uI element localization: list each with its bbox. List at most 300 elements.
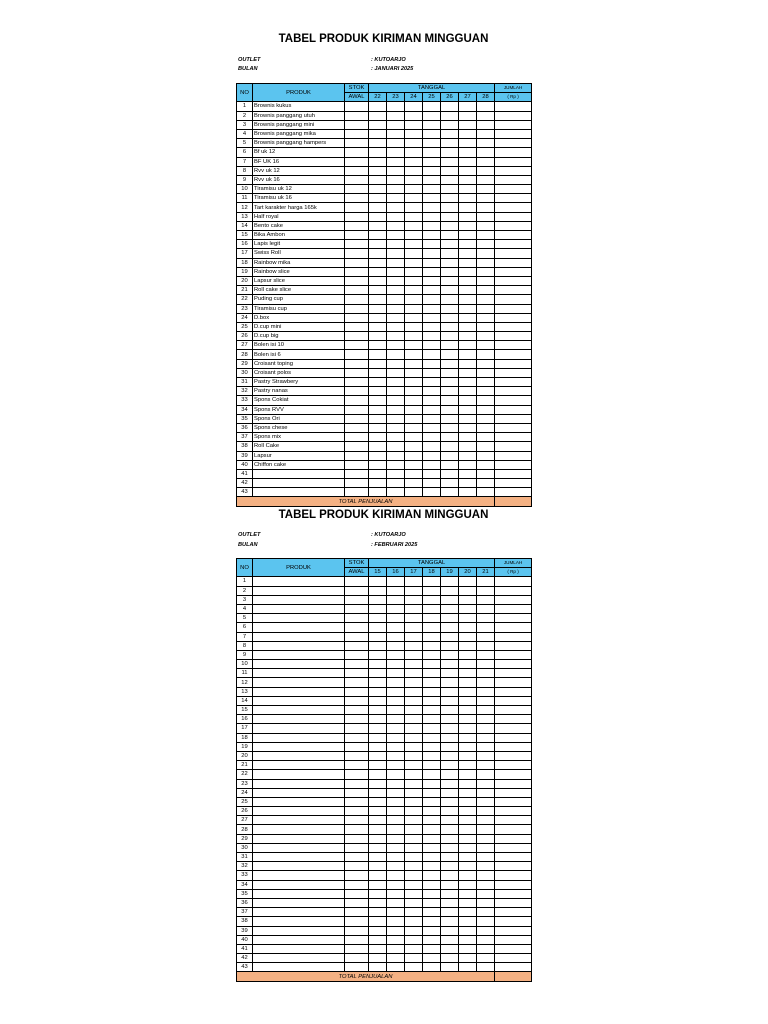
entry-cell[interactable]	[441, 604, 459, 613]
entry-cell[interactable]	[477, 669, 495, 678]
entry-cell[interactable]	[369, 157, 387, 166]
entry-cell[interactable]	[459, 295, 477, 304]
entry-cell[interactable]	[369, 442, 387, 451]
entry-cell[interactable]	[369, 175, 387, 184]
entry-cell[interactable]	[387, 660, 405, 669]
entry-cell[interactable]	[405, 816, 423, 825]
entry-cell[interactable]	[477, 825, 495, 834]
entry-cell[interactable]	[441, 834, 459, 843]
entry-cell[interactable]	[345, 862, 369, 871]
entry-cell[interactable]	[369, 733, 387, 742]
entry-cell[interactable]	[345, 396, 369, 405]
entry-cell[interactable]	[345, 258, 369, 267]
entry-cell[interactable]	[477, 460, 495, 469]
entry-cell[interactable]	[495, 488, 532, 497]
entry-cell[interactable]	[369, 687, 387, 696]
entry-cell[interactable]	[459, 843, 477, 852]
entry-cell[interactable]	[441, 898, 459, 907]
entry-cell[interactable]	[441, 871, 459, 880]
entry-cell[interactable]	[495, 614, 532, 623]
entry-cell[interactable]	[369, 212, 387, 221]
entry-cell[interactable]	[387, 460, 405, 469]
entry-cell[interactable]	[441, 816, 459, 825]
entry-cell[interactable]	[387, 111, 405, 120]
entry-cell[interactable]	[441, 715, 459, 724]
entry-cell[interactable]	[441, 944, 459, 953]
entry-cell[interactable]	[387, 797, 405, 806]
entry-cell[interactable]	[405, 166, 423, 175]
entry-cell[interactable]	[345, 724, 369, 733]
entry-cell[interactable]	[441, 935, 459, 944]
entry-cell[interactable]	[387, 387, 405, 396]
entry-cell[interactable]	[405, 779, 423, 788]
entry-cell[interactable]	[459, 479, 477, 488]
entry-cell[interactable]	[477, 650, 495, 659]
entry-cell[interactable]	[459, 185, 477, 194]
entry-cell[interactable]	[423, 203, 441, 212]
entry-cell[interactable]	[423, 963, 441, 972]
entry-cell[interactable]	[459, 880, 477, 889]
entry-cell[interactable]	[423, 304, 441, 313]
entry-cell[interactable]	[477, 595, 495, 604]
entry-cell[interactable]	[495, 880, 532, 889]
entry-cell[interactable]	[441, 396, 459, 405]
entry-cell[interactable]	[405, 488, 423, 497]
entry-cell[interactable]	[345, 276, 369, 285]
entry-cell[interactable]	[477, 862, 495, 871]
entry-cell[interactable]	[423, 139, 441, 148]
entry-cell[interactable]	[405, 641, 423, 650]
entry-cell[interactable]	[345, 469, 369, 478]
entry-cell[interactable]	[459, 396, 477, 405]
entry-cell[interactable]	[405, 632, 423, 641]
entry-cell[interactable]	[345, 577, 369, 586]
entry-cell[interactable]	[405, 286, 423, 295]
entry-cell[interactable]	[459, 341, 477, 350]
entry-cell[interactable]	[495, 175, 532, 184]
entry-cell[interactable]	[405, 770, 423, 779]
entry-cell[interactable]	[423, 586, 441, 595]
entry-cell[interactable]	[369, 954, 387, 963]
entry-cell[interactable]	[495, 779, 532, 788]
entry-cell[interactable]	[459, 825, 477, 834]
entry-cell[interactable]	[441, 295, 459, 304]
entry-cell[interactable]	[345, 368, 369, 377]
entry-cell[interactable]	[459, 405, 477, 414]
entry-cell[interactable]	[369, 908, 387, 917]
entry-cell[interactable]	[495, 212, 532, 221]
entry-cell[interactable]	[495, 650, 532, 659]
entry-cell[interactable]	[423, 460, 441, 469]
entry-cell[interactable]	[387, 479, 405, 488]
entry-cell[interactable]	[459, 258, 477, 267]
entry-cell[interactable]	[387, 908, 405, 917]
entry-cell[interactable]	[345, 770, 369, 779]
entry-cell[interactable]	[423, 880, 441, 889]
entry-cell[interactable]	[345, 166, 369, 175]
entry-cell[interactable]	[459, 641, 477, 650]
entry-cell[interactable]	[441, 442, 459, 451]
entry-cell[interactable]	[459, 139, 477, 148]
entry-cell[interactable]	[441, 240, 459, 249]
entry-cell[interactable]	[387, 963, 405, 972]
entry-cell[interactable]	[345, 451, 369, 460]
entry-cell[interactable]	[459, 944, 477, 953]
entry-cell[interactable]	[477, 770, 495, 779]
entry-cell[interactable]	[441, 908, 459, 917]
entry-cell[interactable]	[345, 479, 369, 488]
entry-cell[interactable]	[441, 423, 459, 432]
entry-cell[interactable]	[387, 488, 405, 497]
entry-cell[interactable]	[477, 267, 495, 276]
entry-cell[interactable]	[423, 295, 441, 304]
entry-cell[interactable]	[459, 414, 477, 423]
entry-cell[interactable]	[369, 825, 387, 834]
entry-cell[interactable]	[477, 111, 495, 120]
entry-cell[interactable]	[477, 396, 495, 405]
entry-cell[interactable]	[477, 687, 495, 696]
entry-cell[interactable]	[495, 889, 532, 898]
entry-cell[interactable]	[423, 249, 441, 258]
entry-cell[interactable]	[387, 212, 405, 221]
entry-cell[interactable]	[441, 111, 459, 120]
entry-cell[interactable]	[459, 660, 477, 669]
entry-cell[interactable]	[423, 660, 441, 669]
entry-cell[interactable]	[345, 880, 369, 889]
entry-cell[interactable]	[477, 706, 495, 715]
entry-cell[interactable]	[345, 917, 369, 926]
entry-cell[interactable]	[423, 332, 441, 341]
entry-cell[interactable]	[495, 442, 532, 451]
entry-cell[interactable]	[387, 779, 405, 788]
entry-cell[interactable]	[369, 166, 387, 175]
entry-cell[interactable]	[441, 488, 459, 497]
entry-cell[interactable]	[405, 788, 423, 797]
entry-cell[interactable]	[495, 908, 532, 917]
entry-cell[interactable]	[345, 696, 369, 705]
entry-cell[interactable]	[387, 249, 405, 258]
entry-cell[interactable]	[387, 359, 405, 368]
entry-cell[interactable]	[369, 469, 387, 478]
entry-cell[interactable]	[423, 423, 441, 432]
entry-cell[interactable]	[387, 120, 405, 129]
entry-cell[interactable]	[387, 742, 405, 751]
entry-cell[interactable]	[441, 322, 459, 331]
entry-cell[interactable]	[477, 469, 495, 478]
entry-cell[interactable]	[405, 797, 423, 806]
entry-cell[interactable]	[423, 341, 441, 350]
entry-cell[interactable]	[495, 669, 532, 678]
entry-cell[interactable]	[441, 185, 459, 194]
entry-cell[interactable]	[495, 917, 532, 926]
entry-cell[interactable]	[459, 488, 477, 497]
entry-cell[interactable]	[405, 175, 423, 184]
entry-cell[interactable]	[387, 258, 405, 267]
entry-cell[interactable]	[495, 678, 532, 687]
entry-cell[interactable]	[459, 148, 477, 157]
entry-cell[interactable]	[477, 944, 495, 953]
entry-cell[interactable]	[477, 148, 495, 157]
entry-cell[interactable]	[459, 908, 477, 917]
entry-cell[interactable]	[459, 387, 477, 396]
entry-cell[interactable]	[477, 166, 495, 175]
entry-cell[interactable]	[405, 604, 423, 613]
entry-cell[interactable]	[405, 212, 423, 221]
entry-cell[interactable]	[369, 797, 387, 806]
entry-cell[interactable]	[405, 295, 423, 304]
entry-cell[interactable]	[495, 414, 532, 423]
entry-cell[interactable]	[405, 332, 423, 341]
entry-cell[interactable]	[441, 286, 459, 295]
entry-cell[interactable]	[387, 231, 405, 240]
entry-cell[interactable]	[495, 586, 532, 595]
entry-cell[interactable]	[345, 102, 369, 111]
entry-cell[interactable]	[477, 120, 495, 129]
entry-cell[interactable]	[459, 963, 477, 972]
entry-cell[interactable]	[423, 102, 441, 111]
entry-cell[interactable]	[495, 807, 532, 816]
entry-cell[interactable]	[477, 586, 495, 595]
entry-cell[interactable]	[477, 479, 495, 488]
entry-cell[interactable]	[345, 322, 369, 331]
entry-cell[interactable]	[477, 577, 495, 586]
entry-cell[interactable]	[459, 304, 477, 313]
entry-cell[interactable]	[345, 825, 369, 834]
entry-cell[interactable]	[495, 641, 532, 650]
entry-cell[interactable]	[441, 963, 459, 972]
entry-cell[interactable]	[405, 405, 423, 414]
entry-cell[interactable]	[387, 313, 405, 322]
entry-cell[interactable]	[369, 414, 387, 423]
entry-cell[interactable]	[495, 120, 532, 129]
entry-cell[interactable]	[423, 129, 441, 138]
entry-cell[interactable]	[369, 834, 387, 843]
entry-cell[interactable]	[423, 258, 441, 267]
entry-cell[interactable]	[459, 761, 477, 770]
entry-cell[interactable]	[405, 678, 423, 687]
entry-cell[interactable]	[423, 816, 441, 825]
entry-cell[interactable]	[345, 359, 369, 368]
entry-cell[interactable]	[423, 843, 441, 852]
entry-cell[interactable]	[369, 669, 387, 678]
entry-cell[interactable]	[441, 451, 459, 460]
entry-cell[interactable]	[345, 779, 369, 788]
entry-cell[interactable]	[423, 935, 441, 944]
entry-cell[interactable]	[477, 963, 495, 972]
entry-cell[interactable]	[387, 304, 405, 313]
entry-cell[interactable]	[387, 423, 405, 432]
entry-cell[interactable]	[387, 286, 405, 295]
entry-cell[interactable]	[459, 451, 477, 460]
entry-cell[interactable]	[441, 387, 459, 396]
entry-cell[interactable]	[459, 669, 477, 678]
entry-cell[interactable]	[423, 185, 441, 194]
entry-cell[interactable]	[495, 258, 532, 267]
entry-cell[interactable]	[369, 139, 387, 148]
entry-cell[interactable]	[369, 751, 387, 760]
entry-cell[interactable]	[369, 761, 387, 770]
entry-cell[interactable]	[345, 834, 369, 843]
entry-cell[interactable]	[477, 249, 495, 258]
entry-cell[interactable]	[423, 650, 441, 659]
entry-cell[interactable]	[495, 231, 532, 240]
entry-cell[interactable]	[405, 751, 423, 760]
entry-cell[interactable]	[477, 221, 495, 230]
entry-cell[interactable]	[387, 469, 405, 478]
entry-cell[interactable]	[477, 139, 495, 148]
entry-cell[interactable]	[405, 660, 423, 669]
entry-cell[interactable]	[423, 157, 441, 166]
entry-cell[interactable]	[369, 577, 387, 586]
entry-cell[interactable]	[495, 797, 532, 806]
entry-cell[interactable]	[345, 963, 369, 972]
entry-cell[interactable]	[477, 488, 495, 497]
entry-cell[interactable]	[423, 433, 441, 442]
entry-cell[interactable]	[477, 641, 495, 650]
entry-cell[interactable]	[387, 917, 405, 926]
entry-cell[interactable]	[387, 332, 405, 341]
entry-cell[interactable]	[405, 350, 423, 359]
entry-cell[interactable]	[387, 788, 405, 797]
entry-cell[interactable]	[477, 834, 495, 843]
entry-cell[interactable]	[405, 963, 423, 972]
entry-cell[interactable]	[345, 742, 369, 751]
entry-cell[interactable]	[441, 650, 459, 659]
entry-cell[interactable]	[459, 871, 477, 880]
entry-cell[interactable]	[477, 129, 495, 138]
entry-cell[interactable]	[459, 423, 477, 432]
entry-cell[interactable]	[345, 715, 369, 724]
entry-cell[interactable]	[495, 405, 532, 414]
entry-cell[interactable]	[387, 853, 405, 862]
entry-cell[interactable]	[345, 660, 369, 669]
entry-cell[interactable]	[345, 231, 369, 240]
entry-cell[interactable]	[459, 577, 477, 586]
entry-cell[interactable]	[345, 221, 369, 230]
entry-cell[interactable]	[441, 433, 459, 442]
entry-cell[interactable]	[441, 788, 459, 797]
entry-cell[interactable]	[495, 944, 532, 953]
entry-cell[interactable]	[459, 788, 477, 797]
entry-cell[interactable]	[441, 332, 459, 341]
entry-cell[interactable]	[441, 221, 459, 230]
entry-cell[interactable]	[441, 313, 459, 322]
entry-cell[interactable]	[423, 194, 441, 203]
entry-cell[interactable]	[441, 669, 459, 678]
entry-cell[interactable]	[405, 862, 423, 871]
entry-cell[interactable]	[495, 706, 532, 715]
entry-cell[interactable]	[423, 825, 441, 834]
entry-cell[interactable]	[405, 267, 423, 276]
entry-cell[interactable]	[405, 926, 423, 935]
entry-cell[interactable]	[459, 770, 477, 779]
entry-cell[interactable]	[369, 194, 387, 203]
entry-cell[interactable]	[441, 724, 459, 733]
entry-cell[interactable]	[369, 788, 387, 797]
entry-cell[interactable]	[387, 669, 405, 678]
entry-cell[interactable]	[387, 751, 405, 760]
entry-cell[interactable]	[459, 715, 477, 724]
entry-cell[interactable]	[423, 451, 441, 460]
entry-cell[interactable]	[369, 405, 387, 414]
entry-cell[interactable]	[495, 102, 532, 111]
entry-cell[interactable]	[345, 641, 369, 650]
entry-cell[interactable]	[405, 157, 423, 166]
entry-cell[interactable]	[477, 853, 495, 862]
entry-cell[interactable]	[387, 396, 405, 405]
entry-cell[interactable]	[405, 687, 423, 696]
entry-cell[interactable]	[441, 825, 459, 834]
entry-cell[interactable]	[495, 313, 532, 322]
entry-cell[interactable]	[423, 111, 441, 120]
entry-cell[interactable]	[441, 378, 459, 387]
entry-cell[interactable]	[405, 129, 423, 138]
entry-cell[interactable]	[387, 871, 405, 880]
entry-cell[interactable]	[369, 387, 387, 396]
entry-cell[interactable]	[369, 120, 387, 129]
entry-cell[interactable]	[405, 111, 423, 120]
entry-cell[interactable]	[423, 212, 441, 221]
entry-cell[interactable]	[345, 304, 369, 313]
entry-cell[interactable]	[495, 733, 532, 742]
entry-cell[interactable]	[423, 479, 441, 488]
entry-cell[interactable]	[405, 231, 423, 240]
entry-cell[interactable]	[495, 742, 532, 751]
entry-cell[interactable]	[423, 871, 441, 880]
entry-cell[interactable]	[477, 423, 495, 432]
entry-cell[interactable]	[369, 650, 387, 659]
entry-cell[interactable]	[423, 614, 441, 623]
entry-cell[interactable]	[405, 669, 423, 678]
entry-cell[interactable]	[423, 577, 441, 586]
entry-cell[interactable]	[405, 733, 423, 742]
entry-cell[interactable]	[387, 341, 405, 350]
entry-cell[interactable]	[387, 451, 405, 460]
entry-cell[interactable]	[345, 604, 369, 613]
entry-cell[interactable]	[369, 963, 387, 972]
entry-cell[interactable]	[423, 604, 441, 613]
entry-cell[interactable]	[441, 641, 459, 650]
entry-cell[interactable]	[345, 843, 369, 852]
entry-cell[interactable]	[423, 623, 441, 632]
entry-cell[interactable]	[477, 871, 495, 880]
entry-cell[interactable]	[423, 834, 441, 843]
entry-cell[interactable]	[459, 604, 477, 613]
entry-cell[interactable]	[495, 935, 532, 944]
entry-cell[interactable]	[477, 442, 495, 451]
entry-cell[interactable]	[423, 678, 441, 687]
entry-cell[interactable]	[441, 687, 459, 696]
entry-cell[interactable]	[387, 825, 405, 834]
entry-cell[interactable]	[477, 304, 495, 313]
entry-cell[interactable]	[405, 807, 423, 816]
entry-cell[interactable]	[477, 807, 495, 816]
entry-cell[interactable]	[477, 935, 495, 944]
entry-cell[interactable]	[369, 185, 387, 194]
entry-cell[interactable]	[495, 898, 532, 907]
entry-cell[interactable]	[387, 175, 405, 184]
entry-cell[interactable]	[387, 414, 405, 423]
entry-cell[interactable]	[387, 807, 405, 816]
entry-cell[interactable]	[369, 267, 387, 276]
entry-cell[interactable]	[477, 742, 495, 751]
entry-cell[interactable]	[369, 660, 387, 669]
entry-cell[interactable]	[423, 926, 441, 935]
entry-cell[interactable]	[423, 368, 441, 377]
entry-cell[interactable]	[369, 715, 387, 724]
entry-cell[interactable]	[441, 696, 459, 705]
entry-cell[interactable]	[477, 350, 495, 359]
